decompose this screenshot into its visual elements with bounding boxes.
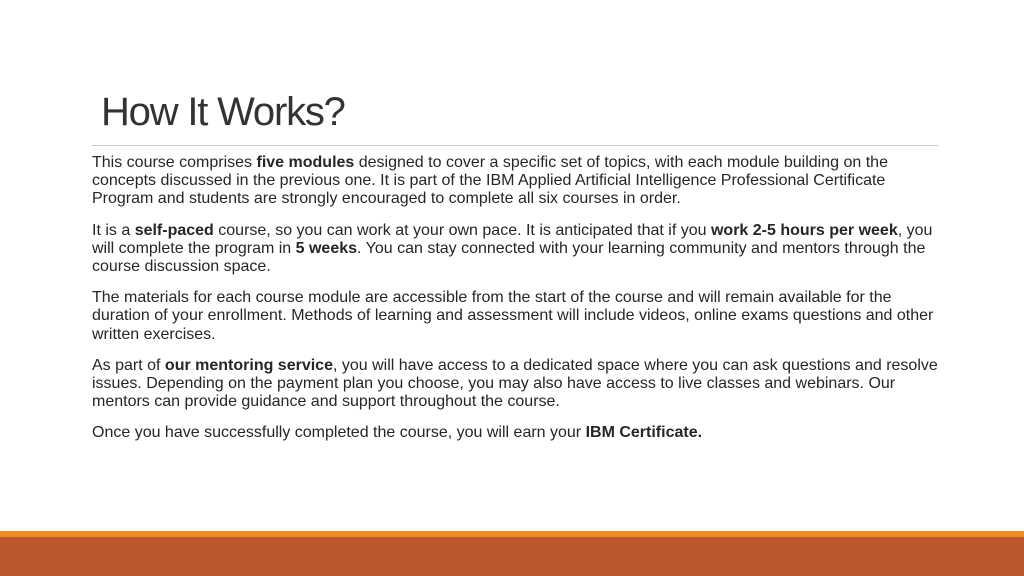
paragraph-self-paced <box>92 222 938 277</box>
paragraph-certificate <box>92 424 938 442</box>
text-segment: Once you have successfully completed the course, you will earn your <box>92 424 586 442</box>
text-segment: . You can stay connected with your learning community and mentors through the course discussion space. <box>92 239 926 276</box>
paragraph-mentoring <box>92 357 938 412</box>
title-divider <box>92 145 938 146</box>
text-segment: It is a <box>92 221 135 239</box>
text-segment: This course comprises <box>92 154 257 171</box>
text-segment: As part of <box>92 356 165 374</box>
text-segment: designed to cover a specific set of topics, with each module building on the concepts discussed in the previous one. It is part of the IBM Applied Artificial Intelligence Professional Certificate Program and students are strongly encouraged to complete all six courses in order. <box>92 154 888 208</box>
text-segment-bold: five modules <box>256 154 355 171</box>
text-segment-bold: self-paced <box>134 221 214 239</box>
paragraph-materials <box>92 289 938 344</box>
slide-title: How It Works? <box>101 90 345 134</box>
paragraph-modules <box>92 154 938 209</box>
text-segment-bold: work 2-5 hours per week <box>710 221 898 239</box>
text-segment: , you will have access to a dedicated space where you can ask questions and resolve issues. Depending on the payment plan you choose, you may also have access to live classes and webinars. Our mentors can provide guidance and support throughout the course. <box>92 356 938 411</box>
footer-band <box>0 537 1024 576</box>
text-segment: The materials for each course module are accessible from the start of the course and will remain available for the duration of your enrollment. Methods of learning and assessment will include videos, online exams questions and other written exercises. <box>92 289 934 343</box>
text-segment-bold: IBM Certificate. <box>585 424 703 442</box>
slide-body <box>92 154 938 456</box>
text-segment: , you will complete the program in <box>92 221 933 257</box>
text-segment-bold: 5 weeks <box>295 239 358 257</box>
text-segment-bold: our mentoring service <box>164 356 333 374</box>
text-segment: course, so you can work at your own pace. It is anticipated that if you <box>213 221 711 239</box>
